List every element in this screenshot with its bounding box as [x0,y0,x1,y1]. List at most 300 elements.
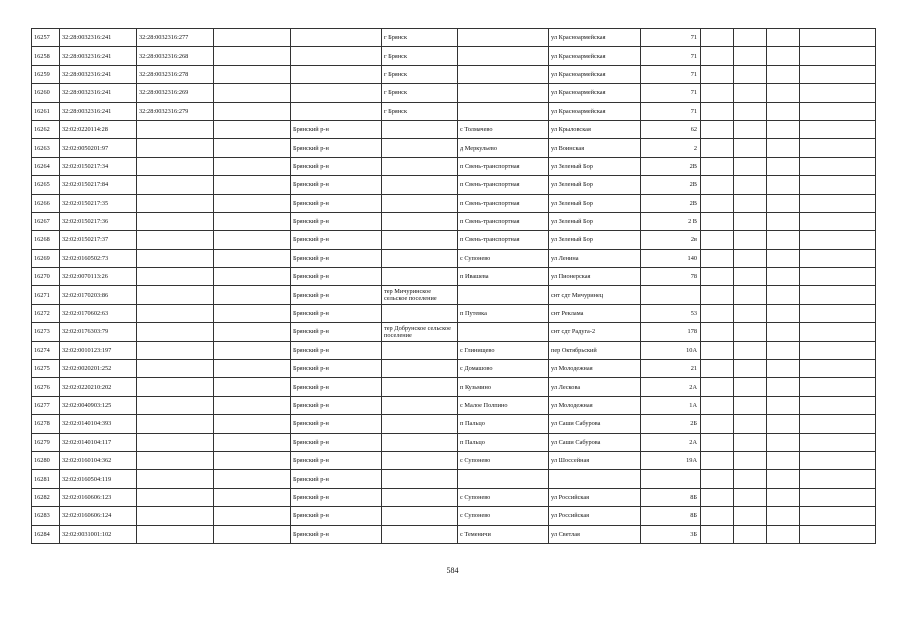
table-row [32,415,876,433]
district-cell: Брянский р-н [291,139,382,157]
locality-cell [458,29,549,47]
street-cell: ул Молодежная [549,396,641,414]
object-cadastral-number-cell [137,525,214,543]
object-cadastral-number-cell [137,286,214,304]
street-cell: ул Зеленый Бор [549,194,641,212]
cadastral-number-cell: 32:02:0070113:26 [60,268,137,286]
object-cadastral-number-cell [137,268,214,286]
empty-cell [800,120,876,138]
empty-cell [800,65,876,83]
house-number-cell: 71 [641,29,701,47]
street-cell: ул Ленина [549,249,641,267]
record-number-cell: 16260 [32,84,60,102]
empty-cell [701,415,734,433]
empty-cell [214,268,291,286]
empty-cell [800,157,876,175]
record-number-cell: 16263 [32,139,60,157]
locality-cell: п Путевка [458,304,549,322]
record-number-cell: 16276 [32,378,60,396]
empty-cell [701,341,734,359]
table-row [32,304,876,322]
empty-cell [214,231,291,249]
street-cell: ул Лескова [549,378,641,396]
district-cell: Брянский р-н [291,507,382,525]
cadastral-number-cell: 32:28:0032316:241 [60,84,137,102]
cadastral-number-cell: 32:02:0020201:252 [60,360,137,378]
empty-cell [800,176,876,194]
district-cell: Брянский р-н [291,286,382,304]
table-row [32,286,876,304]
district-cell: Брянский р-н [291,396,382,414]
empty-cell [800,396,876,414]
empty-cell [214,451,291,469]
object-cadastral-number-cell [137,451,214,469]
house-number-cell: 10А [641,341,701,359]
street-cell: снт Реклама [549,304,641,322]
table-row [32,249,876,267]
empty-cell [701,249,734,267]
empty-cell [214,304,291,322]
municipality-cell [382,212,458,230]
locality-cell: с Глинищево [458,341,549,359]
house-number-cell: 2 [641,139,701,157]
empty-cell [701,304,734,322]
empty-cell [701,507,734,525]
empty-cell [701,157,734,175]
empty-cell [767,378,800,396]
table-row [32,47,876,65]
cadastral-number-cell: 32:28:0032316:241 [60,29,137,47]
record-number-cell: 16279 [32,433,60,451]
cadastral-number-cell: 32:02:0150217:84 [60,176,137,194]
locality-cell: п Кузьмино [458,378,549,396]
street-cell: ул Красноармейская [549,84,641,102]
empty-cell [734,451,767,469]
municipality-cell: г Брянск [382,47,458,65]
empty-cell [214,378,291,396]
object-cadastral-number-cell [137,488,214,506]
table-row [32,139,876,157]
object-cadastral-number-cell: 32:28:0032316:277 [137,29,214,47]
district-cell: Брянский р-н [291,231,382,249]
record-number-cell: 16270 [32,268,60,286]
empty-cell [734,212,767,230]
empty-cell [800,507,876,525]
district-cell: Брянский р-н [291,212,382,230]
municipality-cell [382,249,458,267]
empty-cell [767,525,800,543]
object-cadastral-number-cell: 32:28:0032316:279 [137,102,214,120]
district-cell: Брянский р-н [291,323,382,341]
empty-cell [734,65,767,83]
empty-cell [734,286,767,304]
street-cell: ул Красноармейская [549,65,641,83]
object-cadastral-number-cell [137,212,214,230]
locality-cell [458,323,549,341]
empty-cell [734,378,767,396]
empty-cell [214,249,291,267]
table-row [32,194,876,212]
empty-cell [734,396,767,414]
empty-cell [767,47,800,65]
object-cadastral-number-cell: 32:28:0032316:268 [137,47,214,65]
district-cell [291,47,382,65]
empty-cell [734,341,767,359]
object-cadastral-number-cell [137,378,214,396]
table-row [32,65,876,83]
object-cadastral-number-cell [137,323,214,341]
object-cadastral-number-cell [137,249,214,267]
cadastral-number-cell: 32:02:0220114:28 [60,120,137,138]
house-number-cell: 71 [641,65,701,83]
empty-cell [701,139,734,157]
empty-cell [800,323,876,341]
empty-cell [214,157,291,175]
empty-cell [214,212,291,230]
empty-cell [734,507,767,525]
empty-cell [767,360,800,378]
object-cadastral-number-cell [137,139,214,157]
empty-cell [767,102,800,120]
house-number-cell: 2 В [641,212,701,230]
house-number-cell: 53 [641,304,701,322]
empty-cell [214,488,291,506]
district-cell: Брянский р-н [291,341,382,359]
empty-cell [214,525,291,543]
empty-cell [767,433,800,451]
empty-cell [214,176,291,194]
street-cell: ул Зеленый Бор [549,212,641,230]
street-cell: ул Зеленый Бор [549,231,641,249]
cadastral-number-cell: 32:02:0150217:36 [60,212,137,230]
locality-cell [458,470,549,488]
cadastral-number-cell: 32:02:0160504:119 [60,470,137,488]
empty-cell [214,323,291,341]
empty-cell [800,47,876,65]
empty-cell [734,102,767,120]
empty-cell [701,433,734,451]
cadastral-number-cell: 32:02:0140104:117 [60,433,137,451]
empty-cell [767,139,800,157]
empty-cell [767,84,800,102]
municipality-cell: г Брянск [382,29,458,47]
district-cell: Брянский р-н [291,249,382,267]
street-cell: ул Саши Сабурова [549,433,641,451]
cadastral-number-cell: 32:02:0140104:393 [60,415,137,433]
house-number-cell: 2В [641,176,701,194]
locality-cell: п Свень-транспортная [458,157,549,175]
house-number-cell: 8Б [641,488,701,506]
empty-cell [734,470,767,488]
cadastral-number-cell: 32:02:0040903:125 [60,396,137,414]
municipality-cell [382,341,458,359]
locality-cell: с Толмачево [458,120,549,138]
object-cadastral-number-cell: 32:28:0032316:269 [137,84,214,102]
empty-cell [800,378,876,396]
district-cell: Брянский р-н [291,378,382,396]
cadastral-number-cell: 32:02:0150217:34 [60,157,137,175]
district-cell: Брянский р-н [291,304,382,322]
table-row [32,360,876,378]
municipality-cell [382,194,458,212]
empty-cell [734,360,767,378]
empty-cell [214,120,291,138]
house-number-cell: 2Б [641,415,701,433]
house-number-cell: 71 [641,102,701,120]
record-number-cell: 16264 [32,157,60,175]
empty-cell [701,286,734,304]
empty-cell [800,249,876,267]
empty-cell [701,194,734,212]
municipality-cell [382,451,458,469]
empty-cell [214,507,291,525]
empty-cell [701,488,734,506]
table-row [32,451,876,469]
table-row [32,525,876,543]
district-cell: Брянский р-н [291,268,382,286]
empty-cell [734,176,767,194]
locality-cell: с Теменичи [458,525,549,543]
district-cell: Брянский р-н [291,451,382,469]
empty-cell [800,29,876,47]
house-number-cell: 78 [641,268,701,286]
table-row [32,341,876,359]
empty-cell [767,396,800,414]
municipality-cell [382,415,458,433]
object-cadastral-number-cell [137,507,214,525]
empty-cell [701,65,734,83]
record-number-cell: 16272 [32,304,60,322]
street-cell: ул Зеленый Бор [549,157,641,175]
street-cell: ул Светлая [549,525,641,543]
record-number-cell: 16280 [32,451,60,469]
empty-cell [214,433,291,451]
empty-cell [734,304,767,322]
empty-cell [734,268,767,286]
empty-cell [734,433,767,451]
empty-cell [701,47,734,65]
empty-cell [734,415,767,433]
empty-cell [800,470,876,488]
object-cadastral-number-cell [137,433,214,451]
empty-cell [800,341,876,359]
municipality-cell: тер Добрунское сельское поселение [382,323,458,341]
street-cell [549,470,641,488]
empty-cell [701,29,734,47]
empty-cell [767,120,800,138]
district-cell [291,65,382,83]
locality-cell [458,102,549,120]
empty-cell [767,65,800,83]
street-cell: ул Молодежная [549,360,641,378]
empty-cell [734,249,767,267]
street-cell: ул Саши Сабурова [549,415,641,433]
empty-cell [701,84,734,102]
municipality-cell [382,470,458,488]
locality-cell: с Домашово [458,360,549,378]
empty-cell [767,194,800,212]
empty-cell [767,304,800,322]
municipality-cell [382,507,458,525]
cadastral-number-cell: 32:28:0032316:241 [60,47,137,65]
cadastral-number-cell: 32:02:0160606:124 [60,507,137,525]
object-cadastral-number-cell [137,360,214,378]
empty-cell [214,65,291,83]
locality-cell: п Свень-транспортная [458,212,549,230]
record-number-cell: 16278 [32,415,60,433]
record-number-cell: 16261 [32,102,60,120]
cadastral-number-cell: 32:02:0150217:35 [60,194,137,212]
empty-cell [800,488,876,506]
empty-cell [767,323,800,341]
empty-cell [800,360,876,378]
table-row [32,507,876,525]
municipality-cell [382,231,458,249]
house-number-cell [641,286,701,304]
object-cadastral-number-cell: 32:28:0032316:278 [137,65,214,83]
locality-cell [458,47,549,65]
empty-cell [734,194,767,212]
house-number-cell: 2В [641,157,701,175]
municipality-cell [382,176,458,194]
empty-cell [800,433,876,451]
street-cell: ул Воинская [549,139,641,157]
record-number-cell: 16268 [32,231,60,249]
house-number-cell: 71 [641,84,701,102]
municipality-cell [382,525,458,543]
empty-cell [767,176,800,194]
locality-cell: п Пальцо [458,433,549,451]
empty-cell [701,378,734,396]
municipality-cell [382,139,458,157]
empty-cell [767,29,800,47]
record-number-cell: 16284 [32,525,60,543]
locality-cell [458,84,549,102]
object-cadastral-number-cell [137,396,214,414]
empty-cell [701,360,734,378]
empty-cell [734,84,767,102]
municipality-cell [382,120,458,138]
district-cell: Брянский р-н [291,360,382,378]
empty-cell [800,304,876,322]
municipality-cell [382,378,458,396]
empty-cell [214,139,291,157]
street-cell: ул Российская [549,488,641,506]
house-number-cell [641,470,701,488]
district-cell: Брянский р-н [291,176,382,194]
street-cell: снт сдт Радуга-2 [549,323,641,341]
district-cell: Брянский р-н [291,488,382,506]
record-number-cell: 16267 [32,212,60,230]
street-cell: снт сдт Мичуринец [549,286,641,304]
house-number-cell: 2в [641,231,701,249]
district-cell: Брянский р-н [291,470,382,488]
empty-cell [767,231,800,249]
locality-cell: д Меркульево [458,139,549,157]
cadastral-number-cell: 32:02:0050201:97 [60,139,137,157]
cadastral-number-cell: 32:02:0176303:79 [60,323,137,341]
empty-cell [800,139,876,157]
house-number-cell: 2В [641,194,701,212]
municipality-cell: г Брянск [382,65,458,83]
object-cadastral-number-cell [137,415,214,433]
record-number-cell: 16283 [32,507,60,525]
empty-cell [767,268,800,286]
house-number-cell: 1А [641,396,701,414]
empty-cell [214,47,291,65]
empty-cell [734,231,767,249]
district-cell: Брянский р-н [291,525,382,543]
table-row [32,396,876,414]
empty-cell [767,286,800,304]
record-number-cell: 16258 [32,47,60,65]
locality-cell: п Свень-транспортная [458,231,549,249]
empty-cell [214,84,291,102]
cadastral-number-cell: 32:02:0031001:102 [60,525,137,543]
street-cell: ул Зеленый Бор [549,176,641,194]
empty-cell [701,212,734,230]
house-number-cell: 71 [641,47,701,65]
house-number-cell: 62 [641,120,701,138]
table-row [32,470,876,488]
empty-cell [767,157,800,175]
municipality-cell [382,360,458,378]
register-sheet [31,28,875,544]
empty-cell [800,286,876,304]
cadastral-number-cell: 32:02:0170203:86 [60,286,137,304]
record-number-cell: 16265 [32,176,60,194]
empty-cell [214,102,291,120]
empty-cell [214,470,291,488]
record-number-cell: 16271 [32,286,60,304]
empty-cell [767,507,800,525]
empty-cell [214,341,291,359]
empty-cell [800,231,876,249]
table-row [32,323,876,341]
empty-cell [800,525,876,543]
municipality-cell [382,268,458,286]
empty-cell [701,176,734,194]
district-cell [291,84,382,102]
empty-cell [214,194,291,212]
empty-cell [214,396,291,414]
locality-cell: п Свень-транспортная [458,176,549,194]
locality-cell [458,65,549,83]
locality-cell: с Супонево [458,488,549,506]
locality-cell: п Свень-транспортная [458,194,549,212]
locality-cell: п Ивашева [458,268,549,286]
object-cadastral-number-cell [137,304,214,322]
empty-cell [214,415,291,433]
table-row [32,231,876,249]
empty-cell [701,470,734,488]
municipality-cell: г Брянск [382,102,458,120]
empty-cell [800,415,876,433]
locality-cell [458,286,549,304]
empty-cell [734,120,767,138]
cadastral-number-cell: 32:02:0220210:202 [60,378,137,396]
empty-cell [734,488,767,506]
cadastral-number-cell: 32:02:0150217:37 [60,231,137,249]
record-number-cell: 16281 [32,470,60,488]
district-cell [291,102,382,120]
empty-cell [767,212,800,230]
street-cell: ул Красноармейская [549,29,641,47]
cadastral-number-cell: 32:02:0160502:73 [60,249,137,267]
district-cell: Брянский р-н [291,194,382,212]
table-row [32,488,876,506]
empty-cell [767,451,800,469]
